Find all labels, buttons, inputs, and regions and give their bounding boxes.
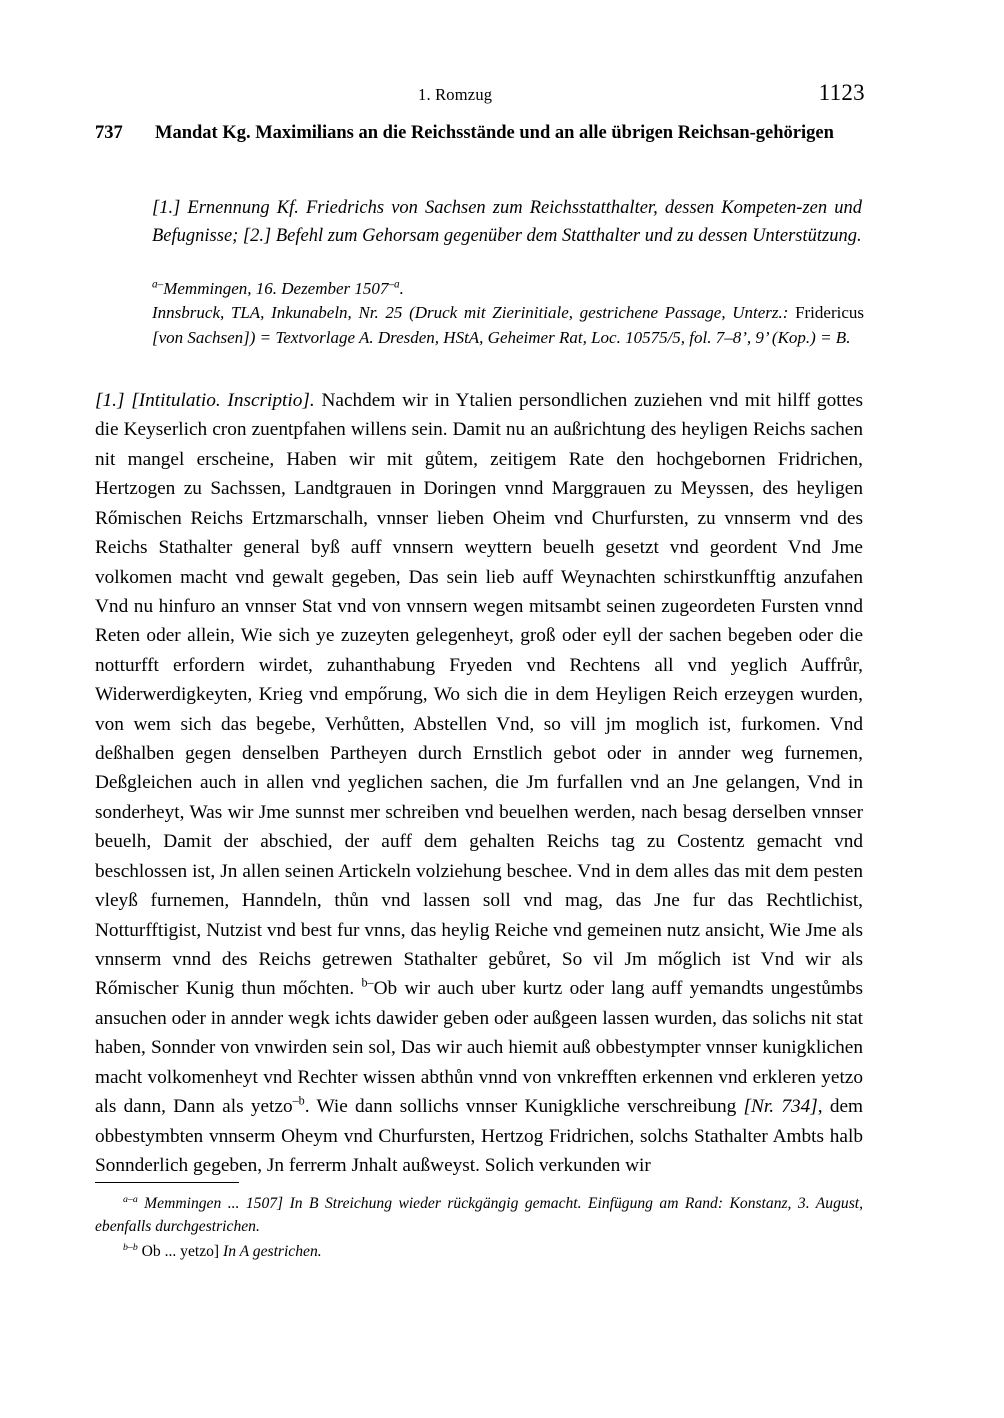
footnote-text: In B Streichung wieder rückgängig gemacht. Einfügung am Rand: Konstanz, 3. August, ebenfalls durchgestrichen. bbox=[95, 1195, 863, 1235]
document-title: Mandat Kg. Maximilians an die Reichsstände und an alle übrigen Reichsan-gehörigen bbox=[155, 123, 834, 143]
body-paragraph-2: Ob wir auch uber kurtz oder lang auff yemandts ungestůmbs ansuchen oder in annder wegk ichts dawider geben oder außgeen lassen wurden, das solichs nit stat haben, Sonnder von vnwirden sein sol, Das wir auch hiemit auß obbestympter vnnser kunigklichen macht volkomenheyt vnd Rechter wissen abthůn vnnd von vnkrefften erkennen vnd erkleren yetzo als dann, Dann als yetzo bbox=[95, 978, 863, 1118]
source-place-date-line bbox=[152, 277, 864, 301]
footnote-marker: a–a bbox=[123, 1193, 138, 1205]
page-number: 1123 bbox=[818, 80, 865, 105]
source-apparatus bbox=[152, 277, 864, 350]
footnote-lemma: Ob ... yetzo] bbox=[137, 1242, 220, 1260]
source-reference-part2: [von Sachsen]) = Textvorlage A. Dresden, HStA, Geheimer Rat, Loc. 10575/5, fol. 7–8’, 9’ (Kop.) = B. bbox=[152, 327, 851, 347]
document-body bbox=[95, 386, 863, 1180]
footnote-separator-rule bbox=[95, 1182, 239, 1183]
source-place-date: Memmingen, 16. Dezember 1507 bbox=[163, 279, 389, 298]
source-place-date-period: . bbox=[399, 279, 404, 298]
footnote-item bbox=[95, 1241, 863, 1264]
body-cross-reference: [Nr. 734] bbox=[743, 1096, 818, 1118]
document-regest: [1.] Ernennung Kf. Friedrichs von Sachsen zum Reichsstatthalter, dessen Kompeten-zen und Befugnisse; [2.] Befehl zum Gehorsam gegenüber dem Statthalter und zu dessen Unterstützung. bbox=[152, 198, 862, 247]
body-paragraph-1: Nachdem wir in Ytalien persondlichen zuziehen vnd mit hilff gottes die Keyserlich cron zuentpfahen willens sein. Damit nu an außrichtung des heyligen Reichs sachen nit mangel erscheine, Haben wir mit gůtem, zeitigem Rate den hochgebornen Fridrichen, Hertzogen zu Sachssen, Landtgrauen in Doringen vnnd Marggrauen zu Meyssen, des heyligen Rőmischen Reichs Ertzmarschalh, vnnser lieben Oheim vnd Churfursten, zu vnnserm vnd des Reichs Stathalter general byß auff vnnsern weyttern beuelh gesetzt vnd geordent Vnd Jme volkomen macht vnd gewalt gegeben, Das sein lieb auff Weynachten schirstkunfftig anzufahen Vnd nu hinfuro an vnnser Stat vnd von vnnsern wegen mitsambt seinen zugeordeten Fursten vnnd Reten oder allein, Wie sich ye zuzeyten gelegenheyt, groß oder eyll der sachen begeben oder die notturfft erfordern wirdet, zuhanthabung Fryeden vnd Rechtens all vnd yeglich Auffrůr, Widerwerdigkeyten, Krieg vnd empőrung, Wo sich die in dem Heyligen Reich erzeygen wurden, von wem sich das begebe, Verhůtten, Abstellen Vnd, so vill jm moglich ist, furkomen. Vnd deßhalben gegen denselben Partheyen durch Ernstlich gebot oder in annder weg furnemen, Deßgleichen auch in allen vnd yeglichen sachen, die Jm furfallen vnd an Jne gelangen, Vnd in sonderheyt, Was wir Jme sunnst mer schreiben vnd beuelhen werden, nach besag derselben vnnser beuelh, Damit der abschied, der auff dem gehalten Reichs tag zu Costentz gemacht vnd beschlossen ist, Jn allen seinen Artickeln volziehung beschee. Vnd in dem alles das mit dem pesten vleyß furnemen, Hanndeln, thůn vnd lassen soll vnd mag, das Jne fur das Rechtlichist, Notturfftigist, Nutzist vnd best fur vnns, das heylig Reiche vnd gemeinen nutz ansicht, Wie Jme als vnnserm vnnd des Reichs getrewen Stathalter gebůret, So vil Jm mőglich ist Vnd wir als Rőmischer Kunig thun mőchten. bbox=[95, 390, 863, 1000]
body-marker-b-close: –b bbox=[292, 1093, 305, 1108]
body-paragraph-4: , dem obbestymbten vnnserm Oheym vnd Churfursten, Hertzog Fridrichen, solchs Stathalter Ambts halb Sonnderlich gegeben, Jn ferrerm Jnhalt außweyst. Solich verkunden wir bbox=[95, 1096, 864, 1176]
running-header-title: 1. Romzug bbox=[418, 85, 493, 104]
source-marker-a-open: a– bbox=[152, 278, 164, 291]
source-reference-line bbox=[152, 301, 864, 350]
document-number: 737 bbox=[95, 123, 123, 143]
body-paragraph-3: . Wie dann sollichs vnnser Kunigkliche verschreibung bbox=[304, 1096, 744, 1118]
source-signature-name: Fridericus bbox=[795, 303, 864, 323]
footnotes-block bbox=[95, 1193, 863, 1264]
source-marker-a-close: –a bbox=[388, 278, 400, 291]
footnote-marker: b–b bbox=[123, 1241, 138, 1253]
source-reference-part1: Innsbruck, TLA, Inkunabeln, Nr. 25 (Druck mit Zierinitiale, gestrichene Passage, Unterz.: bbox=[152, 303, 796, 323]
running-header bbox=[95, 80, 865, 106]
document-heading bbox=[95, 120, 863, 146]
footnote-item bbox=[95, 1193, 863, 1239]
footnote-text: In A gestrichen. bbox=[219, 1242, 322, 1260]
body-rubric: [1.] [Intitulatio. Inscriptio]. bbox=[95, 390, 315, 411]
body-marker-b-open: b– bbox=[361, 976, 374, 991]
footnote-lemma: Memmingen ... 1507] bbox=[137, 1195, 284, 1212]
